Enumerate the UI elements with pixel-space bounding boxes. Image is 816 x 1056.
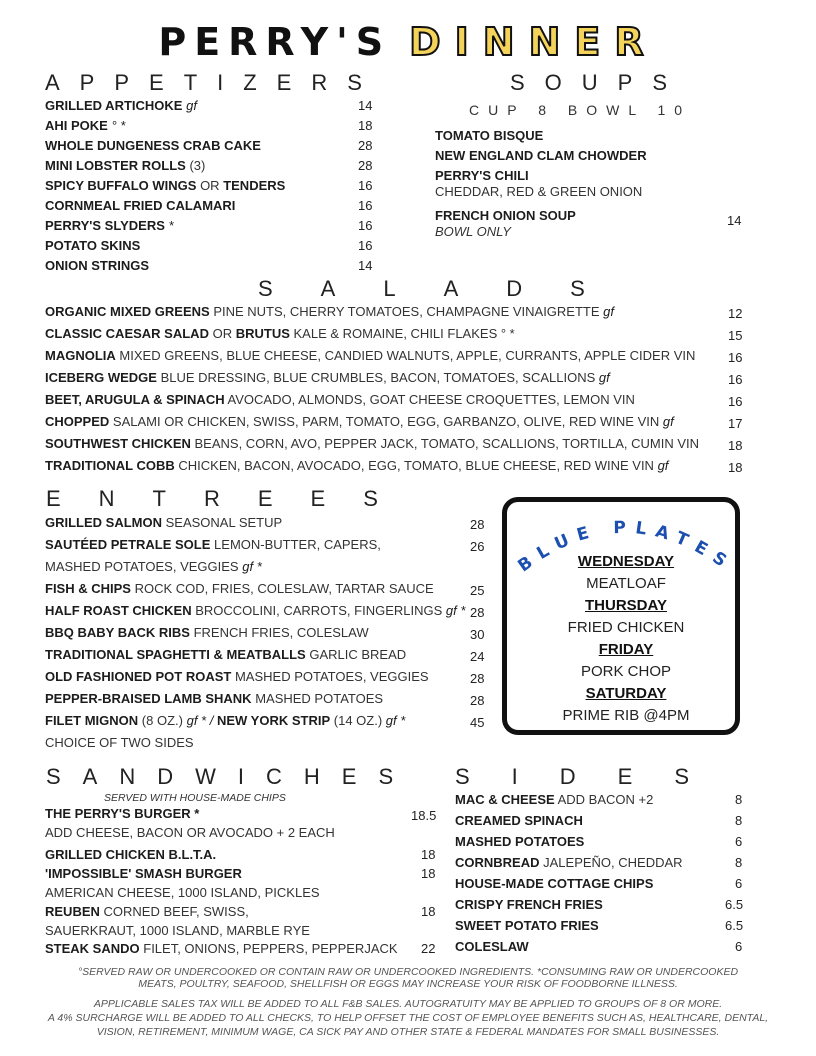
entree-item	[45, 713, 405, 729]
appetizer-name: MINI LOBSTER ROLLS	[45, 158, 186, 173]
entree-gf-mark: gf *	[445, 603, 466, 618]
footer-surcharge-1: A 4% SURCHARGE WILL BE ADDED TO ALL CHECKS, TO HELP OFFSET THE COST OF EMPLOYEE BENEFITS SUCH AS, HEALTHCARE, DENTAL,	[47, 1012, 769, 1024]
appetizer-price: 16	[358, 198, 373, 213]
salad-price: 16	[728, 372, 743, 387]
soup-item	[435, 208, 576, 224]
side-item	[455, 792, 653, 808]
blue-plate-day: THURSDAY	[585, 597, 667, 614]
salad-detail: SALAMI OR CHICKEN, SWISS, PARM, TOMATO, EGG, GARBANZO, OLIVE, RED WINE VIN	[112, 414, 660, 429]
entree-name: HALF ROAST CHICKEN	[45, 603, 192, 618]
footer-raw-warning-1: °SERVED RAW OR UNDERCOOKED OR CONTAIN RAW OR UNDERCOOKED INGREDIENTS. *CONSUMING RAW OR UNDERCOOKED	[77, 966, 739, 978]
side-item	[455, 876, 653, 892]
sandwich-price: 18	[421, 866, 436, 881]
entree-name: GRILLED SALMON	[45, 515, 162, 530]
side-price: 8	[735, 813, 743, 828]
side-item	[455, 918, 599, 934]
salad-gf-mark: gf	[657, 458, 669, 473]
salads-heading: SALADS	[258, 276, 633, 301]
appetizer-item	[45, 198, 235, 214]
entree-item	[45, 559, 262, 575]
side-name: COLESLAW	[455, 939, 529, 954]
sandwiches-heading: SANDWICHES	[46, 764, 416, 789]
salad-item	[45, 370, 610, 386]
entree-item	[45, 581, 434, 597]
sandwich-inline-detail: FILET, ONIONS, PEPPERS, PEPPERJACK	[143, 941, 398, 956]
salad-name-alt: BRUTUS	[235, 326, 290, 341]
side-name: MASHED POTATOES	[455, 834, 585, 849]
side-detail: ADD BACON +2	[557, 792, 654, 807]
soup-sizes: CUP 8 BOWL 10	[469, 102, 692, 118]
salad-price: 12	[728, 306, 743, 321]
footer-tax-note: APPLICABLE SALES TAX WILL BE ADDED TO ALL F&B SALES. AUTOGRATUITY MAY BE APPLIED TO GROUPS OF 8 OR MORE.	[93, 998, 723, 1010]
salad-gf-mark: gf	[598, 370, 610, 385]
blue-plate-dish: FRIED CHICKEN	[567, 619, 685, 636]
side-item	[455, 939, 529, 955]
menu-title	[0, 20, 816, 64]
appetizer-name: PERRY'S SLYDERS	[45, 218, 165, 233]
salad-price: 16	[728, 394, 743, 409]
salad-detail: BLUE DRESSING, BLUE CRUMBLES, BACON, TOMATOES, SCALLIONS	[160, 370, 596, 385]
blue-plate-day: SATURDAY	[585, 685, 667, 702]
entree-item	[45, 647, 406, 663]
blue-plate-dish: PRIME RIB @4PM	[562, 707, 690, 724]
side-name: MAC & CHEESE	[455, 792, 555, 807]
appetizer-detail: OR	[200, 178, 220, 193]
side-name: CORNBREAD	[455, 855, 540, 870]
side-price: 6.5	[725, 897, 744, 912]
soup-detail: BOWL ONLY	[435, 224, 511, 239]
entree-item	[45, 537, 381, 553]
entree-name: FISH & CHIPS	[45, 581, 131, 596]
appetizer-name: AHI POKE	[45, 118, 108, 133]
salad-detail: PINE NUTS, CHERRY TOMATOES, CHAMPAGNE VINAIGRETTE	[213, 304, 600, 319]
salad-name: ICEBERG WEDGE	[45, 370, 157, 385]
appetizer-price: 16	[358, 238, 373, 253]
entree-item	[45, 691, 383, 707]
sandwich-name: 'IMPOSSIBLE' SMASH BURGER	[45, 866, 242, 881]
appetizer-price: 14	[358, 98, 373, 113]
appetizer-price: 16	[358, 218, 373, 233]
appetizer-gf-mark: *	[168, 218, 174, 233]
appetizer-detail: (3)	[189, 158, 206, 173]
entree-detail: SEASONAL SETUP	[165, 515, 283, 530]
side-item	[455, 813, 583, 829]
appetizer-name: ONION STRINGS	[45, 258, 150, 273]
salad-detail-alt: KALE & ROMAINE, CHILI FLAKES ° *	[293, 326, 515, 341]
salad-name: BEET, ARUGULA & SPINACH	[45, 392, 225, 407]
entree-detail: LEMON-BUTTER, CAPERS,	[214, 537, 381, 552]
sandwich-price: 18	[421, 904, 436, 919]
appetizer-price: 28	[358, 158, 373, 173]
appetizer-name: SPICY BUFFALO WINGS	[45, 178, 197, 193]
appetizer-gf-mark: gf	[186, 98, 197, 113]
entree-price: 45	[470, 715, 485, 730]
sandwich-inline-detail: CORNED BEEF, SWISS,	[103, 904, 249, 919]
blue-plate-day: WEDNESDAY	[577, 553, 675, 570]
salad-price: 18	[728, 460, 743, 475]
soup-name: TOMATO BISQUE	[435, 128, 544, 143]
entree-item	[45, 669, 429, 685]
sandwich-detail: SAUERKRAUT, 1000 ISLAND, MARBLE RYE	[45, 923, 310, 938]
entree-name: BBQ BABY BACK RIBS	[45, 625, 190, 640]
sandwich-item	[45, 847, 216, 863]
appetizer-item	[45, 258, 149, 274]
salad-item	[45, 348, 695, 364]
side-name: SWEET POTATO FRIES	[455, 918, 599, 933]
soups-heading: SOUPS	[510, 70, 688, 95]
salad-name: ORGANIC MIXED GREENS	[45, 304, 210, 319]
blue-plate-dish: MEATLOAF	[586, 575, 666, 592]
soup-detail: CHEDDAR, RED & GREEN ONION	[435, 184, 643, 199]
side-item	[455, 855, 683, 871]
entree-gf-mark-alt: gf *	[385, 713, 406, 728]
sandwich-item	[45, 866, 242, 882]
appetizer-item	[45, 118, 125, 134]
entree-price: 28	[470, 693, 485, 708]
soup-name: FRENCH ONION SOUP	[435, 208, 576, 223]
appetizer-price: 28	[358, 138, 373, 153]
salad-item	[45, 458, 668, 474]
sandwich-name: GRILLED CHICKEN B.L.T.A.	[45, 847, 217, 862]
entree-item	[45, 625, 369, 641]
appetizer-item	[45, 238, 140, 254]
appetizer-item	[45, 178, 285, 194]
title-word-dinner: DINNER	[409, 20, 658, 64]
appetizers-heading: APPETIZERS	[45, 70, 382, 95]
appetizer-name: GRILLED ARTICHOKE	[45, 98, 183, 113]
sandwich-name: STEAK SANDO	[45, 941, 140, 956]
entree-price: 28	[470, 671, 485, 686]
entree-detail: (8 OZ.)	[141, 713, 183, 728]
salad-name: SOUTHWEST CHICKEN	[45, 436, 191, 451]
salad-item	[45, 304, 614, 320]
side-item	[455, 897, 603, 913]
sandwiches-note: SERVED WITH HOUSE-MADE CHIPS	[104, 792, 286, 804]
entree-detail: GARLIC BREAD	[309, 647, 407, 662]
entrees-heading: ENTREES	[46, 486, 416, 511]
entree-detail: ROCK COD, FRIES, COLESLAW, TARTAR SAUCE	[134, 581, 434, 596]
appetizer-gf-mark: ° *	[111, 118, 126, 133]
side-price: 6	[735, 876, 743, 891]
salad-item	[45, 436, 699, 452]
salad-detail: AVOCADO, ALMONDS, GOAT CHEESE CROQUETTES, LEMON VIN	[227, 392, 635, 407]
entree-detail: CHOICE OF TWO SIDES	[45, 735, 194, 750]
salad-price: 16	[728, 350, 743, 365]
appetizer-price: 14	[358, 258, 373, 273]
appetizer-name: WHOLE DUNGENESS CRAB CAKE	[45, 138, 261, 153]
entree-detail: MASHED POTATOES, VEGGIES	[234, 669, 429, 684]
entree-name: PEPPER-BRAISED LAMB SHANK	[45, 691, 252, 706]
entree-price: 25	[470, 583, 485, 598]
soup-name: NEW ENGLAND CLAM CHOWDER	[435, 148, 647, 163]
salad-item	[45, 392, 635, 408]
entree-item	[45, 515, 282, 531]
sandwich-name: REUBEN	[45, 904, 100, 919]
entree-detail: MASHED POTATOES, VEGGIES	[45, 559, 239, 574]
salad-gf-mark: gf	[603, 304, 614, 319]
soup-item	[435, 148, 647, 164]
soup-item	[435, 128, 543, 144]
side-price: 6.5	[725, 918, 744, 933]
footer-raw-warning-2: MEATS, POULTRY, SEAFOOD, SHELLFISH OR EGGS MAY INCREASE YOUR RISK OF FOODBORNE ILLNESS.	[138, 978, 678, 990]
sandwich-detail: ADD CHEESE, BACON OR AVOCADO + 2 EACH	[45, 825, 335, 840]
entree-name: SAUTÉED PETRALE SOLE	[45, 537, 211, 552]
salad-detail: OR	[212, 326, 233, 341]
soup-name: PERRY'S CHILI	[435, 168, 529, 183]
salad-name: CLASSIC CAESAR SALAD	[45, 326, 209, 341]
blue-plates-heading: BLUE PLATES	[514, 517, 738, 577]
entree-price: 24	[470, 649, 485, 664]
side-item	[455, 834, 584, 850]
title-word-perrys: PERRY'S	[158, 20, 392, 64]
salad-detail: MIXED GREENS, BLUE CHEESE, CANDIED WALNUTS, APPLE, CURRANTS, APPLE CIDER VIN	[119, 348, 696, 363]
entree-detail: MASHED POTATOES	[255, 691, 384, 706]
entree-gf-mark: gf *	[242, 559, 262, 574]
entree-detail: BROCCOLINI, CARROTS, FINGERLINGS	[195, 603, 443, 618]
salad-name: TRADITIONAL COBB	[45, 458, 175, 473]
side-price: 8	[735, 855, 743, 870]
entree-price: 26	[470, 539, 485, 554]
side-price: 8	[735, 792, 743, 807]
side-name: CREAMED SPINACH	[455, 813, 583, 828]
entree-item	[45, 603, 465, 619]
appetizer-name: CORNMEAL FRIED CALAMARI	[45, 198, 236, 213]
entree-name-alt: NEW YORK STRIP	[216, 713, 331, 728]
sandwich-item	[45, 806, 199, 822]
side-price: 6	[735, 939, 743, 954]
appetizer-item	[45, 218, 174, 234]
entree-name: FILET MIGNON	[45, 713, 139, 728]
appetizer-name-alt: TENDERS	[223, 178, 286, 193]
sandwich-detail: AMERICAN CHEESE, 1000 ISLAND, PICKLES	[45, 885, 320, 900]
entree-price: 28	[470, 517, 485, 532]
side-detail: JALEPEÑO, CHEDDAR	[543, 855, 683, 870]
sandwich-item	[45, 904, 249, 920]
footer-surcharge-2: VISION, RETIREMENT, MINIMUM WAGE, CA SICK PAY AND OTHER STATE & FEDERAL MANDATES FOR SMALL BUSINESSES.	[96, 1026, 720, 1038]
salad-name: MAGNOLIA	[45, 348, 116, 363]
salad-item	[45, 414, 674, 430]
salad-price: 15	[728, 328, 743, 343]
entree-detail: FRENCH FRIES, COLESLAW	[193, 625, 369, 640]
salad-price: 17	[728, 416, 743, 431]
salad-detail: BEANS, CORN, AVO, PEPPER JACK, TOMATO, SCALLIONS, TORTILLA, CUMIN VIN	[194, 436, 700, 451]
side-name: HOUSE-MADE COTTAGE CHIPS	[455, 876, 654, 891]
salad-name: CHOPPED	[45, 414, 110, 429]
entree-item	[45, 735, 194, 751]
sandwich-price: 22	[421, 941, 436, 956]
entree-price: 28	[470, 605, 485, 620]
salad-item	[45, 326, 515, 342]
appetizer-price: 16	[358, 178, 373, 193]
blue-plate-dish: PORK CHOP	[580, 663, 671, 680]
salad-detail: CHICKEN, BACON, AVOCADO, EGG, TOMATO, BLUE CHEESE, RED WINE VIN	[178, 458, 654, 473]
entree-detail-alt: (14 OZ.)	[333, 713, 383, 728]
sandwich-price: 18	[421, 847, 436, 862]
appetizer-item	[45, 98, 197, 114]
appetizer-item	[45, 138, 261, 154]
appetizer-item	[45, 158, 205, 174]
entree-gf-mark: gf * /	[186, 713, 214, 728]
entree-price: 30	[470, 627, 485, 642]
appetizer-name: POTATO SKINS	[45, 238, 141, 253]
sandwich-name: THE PERRY'S BURGER *	[45, 806, 200, 821]
salad-gf-mark: gf	[662, 414, 674, 429]
entree-name: OLD FASHIONED POT ROAST	[45, 669, 232, 684]
salad-price: 18	[728, 438, 743, 453]
side-name: CRISPY FRENCH FRIES	[455, 897, 603, 912]
soup-price: 14	[727, 213, 742, 228]
side-price: 6	[735, 834, 743, 849]
appetizer-price: 18	[358, 118, 373, 133]
sides-heading: SIDES	[455, 764, 732, 789]
blue-plate-day: FRIDAY	[598, 641, 654, 658]
entree-name: TRADITIONAL SPAGHETTI & MEATBALLS	[45, 647, 306, 662]
sandwich-item	[45, 941, 398, 957]
soup-item	[435, 168, 529, 184]
sandwich-price: 18.5	[411, 808, 437, 823]
